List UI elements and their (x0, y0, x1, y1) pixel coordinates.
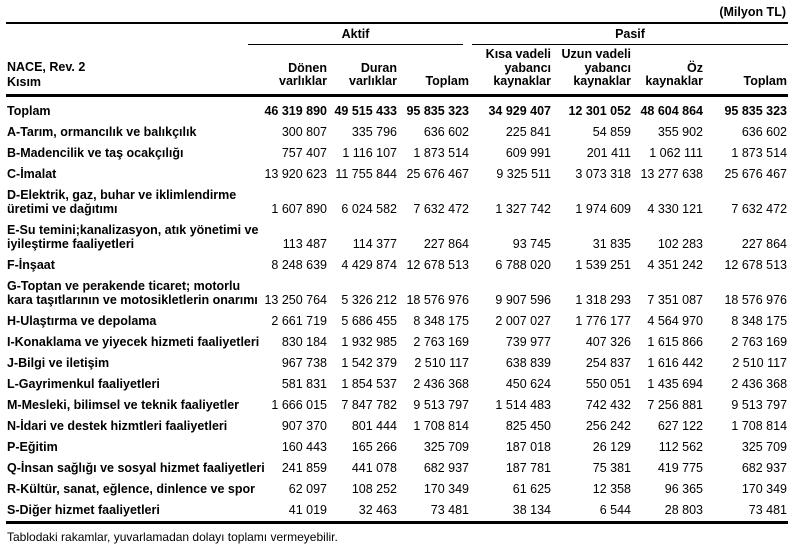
value-cell: 25 676 467 (406, 166, 469, 181)
value-cell: 12 301 052 (568, 103, 631, 118)
table-row (6, 185, 788, 220)
value-cell: 113 487 (282, 236, 327, 251)
value-cell: 256 242 (585, 418, 631, 433)
value-cell: 825 450 (505, 418, 551, 433)
value-cell: 1 708 814 (731, 418, 788, 433)
value-cell: 1 062 111 (649, 145, 703, 160)
row-label: L-Gayrimenkul faaliyetleri (7, 376, 160, 391)
value-cell: 7 632 472 (413, 201, 469, 216)
value-cell: 4 564 970 (647, 313, 703, 328)
value-cell: 12 678 513 (724, 257, 788, 272)
value-cell: 75 381 (592, 460, 631, 475)
value-cell: 61 625 (512, 481, 551, 496)
table-row (6, 416, 788, 437)
table-row (6, 276, 788, 311)
table-row (6, 500, 788, 523)
value-cell: 419 775 (657, 460, 703, 475)
value-cell: 1 539 251 (575, 257, 631, 272)
value-cell: 1 327 742 (495, 201, 551, 216)
group-header-pasif (470, 23, 788, 45)
value-cell: 1 708 814 (413, 418, 469, 433)
value-cell: 95 835 323 (724, 103, 788, 118)
value-cell: 8 348 175 (731, 313, 788, 328)
table-row (6, 374, 788, 395)
value-cell: 407 326 (585, 334, 631, 349)
value-cell: 1 776 177 (575, 313, 631, 328)
row-label: Q-İnsan sağlığı ve sosyal hizmet faaliyetleri (7, 460, 265, 475)
row-label: G-Toptan ve perakende ticaret; motorlu kara taşıtlarının ve motosikletlerin onarımı (7, 278, 258, 307)
value-cell: 1 854 537 (341, 376, 397, 391)
value-cell: 170 349 (423, 481, 469, 496)
value-cell: 7 256 881 (647, 397, 703, 412)
value-cell: 4 330 121 (647, 201, 703, 216)
value-cell: 18 576 976 (406, 292, 469, 307)
value-cell: 201 411 (586, 145, 631, 160)
value-cell: 907 370 (281, 418, 327, 433)
value-cell: 5 326 212 (341, 292, 397, 307)
value-cell: 967 738 (281, 355, 327, 370)
group-label-pasif: Pasif (472, 27, 788, 45)
value-cell: 102 283 (657, 236, 703, 251)
row-label: D-Elektrik, gaz, buhar ve iklimlendirme üretimi ve dağıtımı (7, 187, 237, 216)
row-label: B-Madencilik ve taş ocakçılığı (7, 145, 184, 160)
value-cell: 1 974 609 (575, 201, 631, 216)
value-cell: 254 837 (585, 355, 631, 370)
value-cell: 5 686 455 (341, 313, 397, 328)
value-cell: 4 429 874 (341, 257, 397, 272)
value-cell: 1 514 483 (495, 397, 551, 412)
row-label: I-Konaklama ve yiyecek hizmeti faaliyetleri (7, 334, 260, 349)
value-cell: 450 624 (505, 376, 551, 391)
value-cell: 73 481 (748, 502, 788, 517)
value-cell: 38 134 (512, 502, 551, 517)
value-cell: 1 435 694 (647, 376, 703, 391)
value-cell: 9 513 797 (731, 397, 788, 412)
value-cell: 8 348 175 (413, 313, 469, 328)
value-cell: 627 122 (657, 418, 703, 433)
value-cell: 2 661 719 (271, 313, 327, 328)
table-row (6, 437, 788, 458)
value-cell: 2 510 117 (732, 355, 788, 370)
value-cell: 25 676 467 (724, 166, 788, 181)
value-cell: 108 252 (351, 481, 397, 496)
value-cell: 2 436 368 (731, 376, 788, 391)
value-cell: 441 078 (351, 460, 397, 475)
value-cell: 160 443 (281, 439, 327, 454)
value-cell: 4 351 242 (647, 257, 703, 272)
table-row (6, 311, 788, 332)
column-header: Toplam (425, 74, 469, 88)
row-label: C-İmalat (7, 166, 57, 181)
row-label: F-İnşaat (7, 257, 55, 272)
value-cell: 114 377 (352, 236, 397, 251)
group-header-aktif (248, 23, 470, 45)
value-cell: 49 515 433 (334, 103, 397, 118)
value-cell: 1 616 442 (647, 355, 703, 370)
balance-sheet-table (6, 22, 788, 524)
value-cell: 6 788 020 (495, 257, 551, 272)
value-cell: 355 902 (657, 124, 703, 139)
unit-label: (Milyon TL) (719, 5, 786, 19)
value-cell: 830 184 (281, 334, 327, 349)
value-cell: 48 604 864 (640, 103, 703, 118)
row-label: H-Ulaştırma ve depolama (7, 313, 157, 328)
value-cell: 11 755 844 (335, 166, 397, 181)
value-cell: 227 864 (423, 236, 469, 251)
value-cell: 2 763 169 (731, 334, 788, 349)
value-cell: 1 873 514 (413, 145, 469, 160)
value-cell: 46 319 890 (264, 103, 327, 118)
value-cell: 241 859 (281, 460, 327, 475)
row-label: P-Eğitim (7, 439, 58, 454)
table-row (6, 122, 788, 143)
value-cell: 112 562 (658, 439, 703, 454)
column-header: Öz kaynaklar (645, 60, 703, 88)
value-cell: 325 709 (423, 439, 469, 454)
value-cell: 335 796 (351, 124, 397, 139)
column-header: Kısa vadeli yabancı kaynaklar (485, 47, 551, 88)
table-row (6, 95, 788, 122)
value-cell: 742 432 (585, 397, 631, 412)
value-cell: 13 250 764 (264, 292, 327, 307)
value-cell: 93 745 (512, 236, 551, 251)
value-cell: 1 607 890 (271, 201, 327, 216)
value-cell: 739 977 (505, 334, 551, 349)
value-cell: 682 937 (741, 460, 788, 475)
value-cell: 18 576 976 (724, 292, 788, 307)
value-cell: 636 602 (423, 124, 469, 139)
value-cell: 12 678 513 (406, 257, 469, 272)
value-cell: 682 937 (423, 460, 469, 475)
column-header: Toplam (743, 74, 788, 88)
row-label: M-Mesleki, bilimsel ve teknik faaliyetler (7, 397, 240, 412)
value-cell: 7 351 087 (647, 292, 703, 307)
value-cell: 581 831 (281, 376, 327, 391)
value-cell: 325 709 (741, 439, 788, 454)
row-header (6, 23, 248, 95)
value-cell: 1 666 015 (271, 397, 327, 412)
value-cell: 801 444 (351, 418, 397, 433)
row-label: S-Diğer hizmet faaliyetleri (7, 502, 160, 517)
table-row (6, 143, 788, 164)
value-cell: 187 781 (505, 460, 551, 475)
row-label: E-Su temini;kanalizasyon, atık yönetimi ve iyileştirme faaliyetleri (7, 222, 259, 251)
footnote: Tablodaki rakamlar, yuvarlamadan dolayı toplamı vermeyebilir. (7, 529, 338, 544)
value-cell: 8 248 639 (271, 257, 327, 272)
value-cell: 2 510 117 (414, 355, 469, 370)
value-cell: 28 803 (664, 502, 703, 517)
value-cell: 2 436 368 (413, 376, 469, 391)
row-label: R-Kültür, sanat, eğlence, dinlence ve spor (7, 481, 255, 496)
column-header: Uzun vadeli yabancı kaynaklar (561, 47, 631, 88)
value-cell: 757 407 (281, 145, 327, 160)
table-row (6, 353, 788, 374)
value-cell: 62 097 (288, 481, 327, 496)
table-row (6, 395, 788, 416)
table-row (6, 255, 788, 276)
value-cell: 636 602 (741, 124, 788, 139)
column-header: Dönen varlıklar (279, 60, 327, 88)
value-cell: 1 932 985 (341, 334, 397, 349)
value-cell: 96 365 (664, 481, 703, 496)
value-cell: 13 277 638 (640, 166, 703, 181)
row-header-line2: Kısım (7, 74, 42, 89)
value-cell: 95 835 323 (406, 103, 469, 118)
value-cell: 1 615 866 (647, 334, 703, 349)
value-cell: 54 859 (592, 124, 631, 139)
value-cell: 227 864 (741, 236, 788, 251)
value-cell: 7 847 782 (341, 397, 397, 412)
value-cell: 1 318 293 (575, 292, 631, 307)
value-cell: 187 018 (505, 439, 551, 454)
row-label: A-Tarım, ormancılık ve balıkçılık (7, 124, 197, 139)
value-cell: 1 873 514 (731, 145, 788, 160)
value-cell: 170 349 (741, 481, 788, 496)
value-cell: 1 542 379 (341, 355, 397, 370)
row-label: J-Bilgi ve iletişim (7, 355, 110, 370)
value-cell: 3 073 318 (575, 166, 631, 181)
value-cell: 9 513 797 (413, 397, 469, 412)
value-cell: 9 907 596 (495, 292, 551, 307)
table-header (6, 23, 788, 95)
group-label-aktif: Aktif (248, 27, 463, 45)
row-label: Toplam (7, 103, 51, 118)
value-cell: 2 763 169 (413, 334, 469, 349)
value-cell: 7 632 472 (731, 201, 788, 216)
table-body (6, 95, 788, 522)
value-cell: 1 116 107 (342, 145, 397, 160)
value-cell: 73 481 (430, 502, 469, 517)
value-cell: 34 929 407 (488, 103, 551, 118)
group-header-row (6, 23, 788, 45)
value-cell: 638 839 (505, 355, 551, 370)
row-label: N-İdari ve destek hizmtleri faaliyetleri (7, 418, 228, 433)
value-cell: 13 920 623 (264, 166, 327, 181)
value-cell: 225 841 (505, 124, 551, 139)
row-header-line1: NACE, Rev. 2 (7, 59, 86, 74)
table-row (6, 332, 788, 353)
table-row (6, 458, 788, 479)
value-cell: 609 991 (505, 145, 551, 160)
value-cell: 32 463 (358, 502, 397, 517)
value-cell: 165 266 (351, 439, 397, 454)
value-cell: 6 544 (599, 502, 631, 517)
value-cell: 2 007 027 (495, 313, 551, 328)
table-row (6, 164, 788, 185)
value-cell: 12 358 (592, 481, 631, 496)
value-cell: 9 325 511 (496, 166, 551, 181)
value-cell: 41 019 (288, 502, 327, 517)
value-cell: 550 051 (585, 376, 631, 391)
value-cell: 300 807 (281, 124, 327, 139)
column-header: Duran varlıklar (349, 60, 397, 88)
table-row (6, 479, 788, 500)
value-cell: 26 129 (592, 439, 631, 454)
value-cell: 6 024 582 (341, 201, 397, 216)
value-cell: 31 835 (592, 236, 631, 251)
table-row (6, 220, 788, 255)
